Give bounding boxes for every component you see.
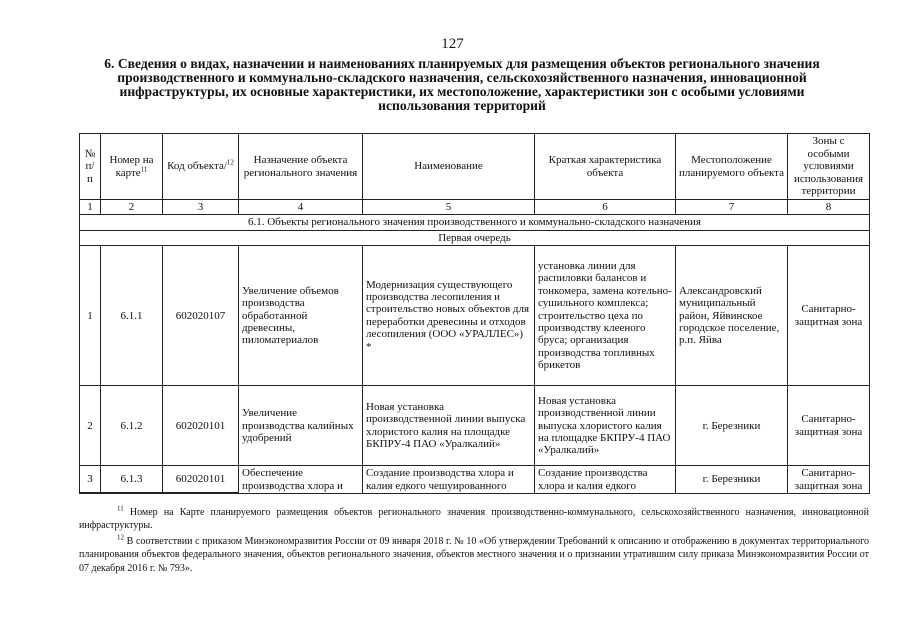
footnote: $^{12}$ В соответствии с приказом Минэкономразвития России от 09 января 2018 г. № 10 «Об утверждении Требований к описанию и отображению в документах территориального планирования объектов федерального значения, объектов регионального значения, объектов местного значения и о признании утратившим силу приказа Минэкономразвития России от 07 декабря 2016 г. № 793». — [79, 533, 869, 574]
header-number: № п/п — [80, 134, 101, 200]
row-name: Создание производства хлора и калия едкого чешуированного — [363, 466, 535, 494]
row-zones: Санитарно-защитная зона — [788, 386, 870, 466]
column-number: 1 — [80, 200, 101, 215]
column-numbers-row — [80, 200, 870, 215]
column-number: 5 — [363, 200, 535, 215]
header-location: Местоположение планируемого объекта — [676, 134, 788, 200]
table-row — [80, 246, 870, 386]
subsection-title: Первая очередь — [80, 230, 870, 245]
header-characteristic: Краткая характеристика объекта — [535, 134, 676, 200]
row-map-number: 6.1.3 — [101, 466, 163, 494]
section-title: 6.1. Объекты регионального значения производственного и коммунально-складского назначения — [80, 215, 870, 230]
header-code: Код объекта/$^{12}$ — [163, 134, 239, 200]
objects-table — [79, 133, 870, 494]
column-number: 2 — [101, 200, 163, 215]
header-row — [80, 134, 870, 200]
column-number: 3 — [163, 200, 239, 215]
row-name: Новая установка производственной линии выпуска хлористого калия на площадке БКПРУ-4 ПАО «Уралкалий» — [363, 386, 535, 466]
column-number: 4 — [239, 200, 363, 215]
row-zones: Санитарно-защитная зона — [788, 466, 870, 494]
column-number: 8 — [788, 200, 870, 215]
column-number: 7 — [676, 200, 788, 215]
row-purpose: Увеличение производства калийных удобрений — [239, 386, 363, 466]
page-number: 127 — [441, 36, 464, 52]
row-number: 1 — [80, 246, 101, 386]
row-code: 602020107 — [163, 246, 239, 386]
subsection-row — [80, 230, 870, 245]
row-location: г. Березники — [676, 386, 788, 466]
table-row — [80, 466, 870, 494]
header-map-number: Номер на карте$^{11}$ — [101, 134, 163, 200]
row-number: 2 — [80, 386, 101, 466]
footnote-divider — [79, 492, 239, 493]
document-title: 6. Сведения о видах, назначении и наименованиях планируемых для размещения объектов регионального значения производственного и коммунально-складского назначения, сельскохозяйственного назначения, инновационной инфраструктуры, их основные характеристики, их местоположение, характеристики зон с особыми условиями использования территорий — [104, 56, 820, 113]
row-characteristic: Новая установка производственной линии выпуска хлористого калия на площадке БКПРУ-4 ПАО «Уралкалий» — [535, 386, 676, 466]
row-characteristic: Создание производства хлора и калия едкого — [535, 466, 676, 494]
row-map-number: 6.1.2 — [101, 386, 163, 466]
row-zones: Санитарно-защитная зона — [788, 246, 870, 386]
row-purpose: Обеспечение производства хлора и — [239, 466, 363, 494]
row-number: 3 — [80, 466, 101, 494]
header-zones: Зоны с особыми условиями использования территории — [788, 134, 870, 200]
footnotes — [79, 506, 869, 577]
row-location: г. Березники — [676, 466, 788, 494]
header-purpose: Назначение объекта регионального значения — [239, 134, 363, 200]
row-code: 602020101 — [163, 386, 239, 466]
table-row — [80, 386, 870, 466]
row-map-number: 6.1.1 — [101, 246, 163, 386]
row-purpose: Увеличение объемов производства обработанной древесины, пиломатериалов — [239, 246, 363, 386]
row-name: Модернизация существующего производства лесопиления и строительство новых объектов для переработки древесины и отходов лесопиления (ООО «УРАЛЛЕС») * — [363, 246, 535, 386]
row-location: Александровский муниципальный район, Яйвинское городское поселение, р.п. Яйва — [676, 246, 788, 386]
column-number: 6 — [535, 200, 676, 215]
header-name: Наименование — [363, 134, 535, 200]
footnote: $^{11}$ Номер на Карте планируемого размещения объектов регионального значения производственно-коммунального, сельскохозяйственного назначения, инновационной инфраструктуры. — [79, 504, 869, 532]
row-code: 602020101 — [163, 466, 239, 494]
section-row — [80, 215, 870, 230]
row-characteristic: установка линии для распиловки балансов и тонкомера, замена котельно-сушильного комплекса; строительство цеха по производству клееного бруса; организация производства топливных брикетов — [535, 246, 676, 386]
